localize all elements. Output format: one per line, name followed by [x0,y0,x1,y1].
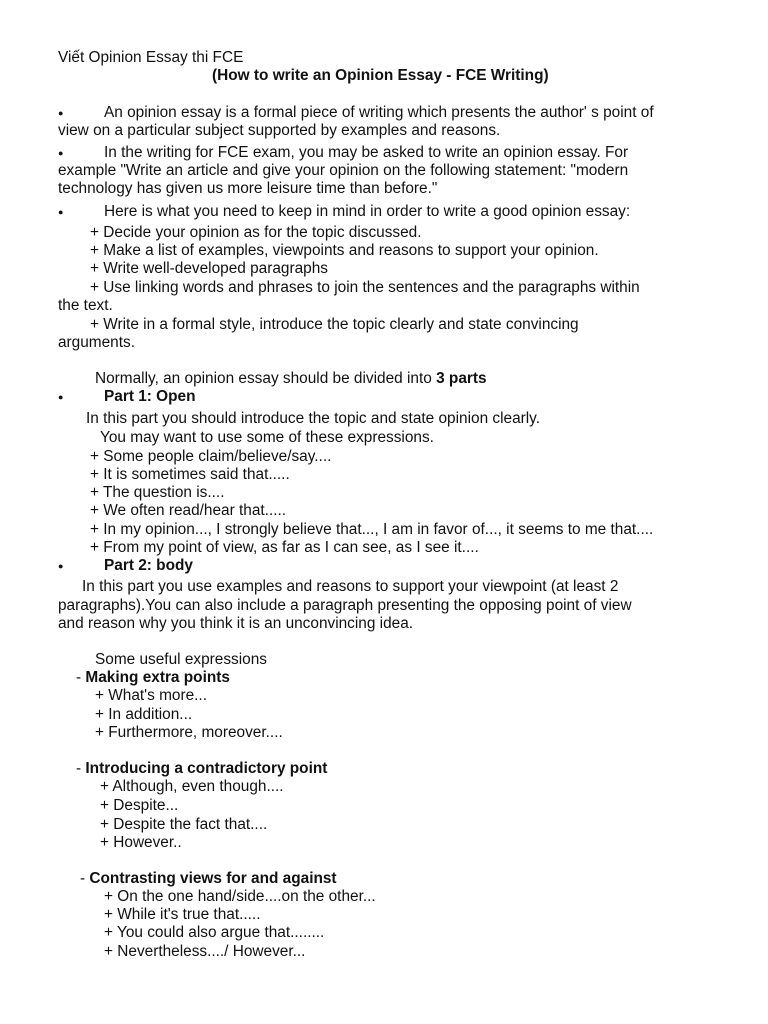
dash: - [76,760,86,777]
expression-item: + Despite the fact that.... [100,816,268,833]
group-heading [80,870,337,888]
tip-item: + Write in a formal style, introduce the topic clearly and state convincing [90,316,579,333]
expression-item: + While it's true that..... [104,906,261,923]
doc-title: Viết Opinion Essay thi FCE [58,49,244,66]
group-heading-text: Making extra points [85,669,230,686]
dash: - [76,669,86,686]
tip-item: + Make a list of examples, viewpoints and reasons to support your opinion. [90,242,599,259]
paragraph-line: In this part you use examples and reasons to support your viewpoint (at least 2 [82,578,619,595]
expression-item: + It is sometimes said that..... [90,466,290,483]
part2-heading: Part 2: body [104,557,193,574]
expression-item: + You could also argue that........ [104,924,325,941]
dash: - [80,870,90,887]
expression-item: + In my opinion..., I strongly believe that..., I am in favor of..., it seems to me that.... [90,521,654,538]
doc-subtitle: (How to write an Opinion Essay - FCE Writing) [212,67,549,84]
useful-expressions-label: Some useful expressions [95,651,267,668]
bullet-icon: ● [58,207,64,217]
expression-item: + In addition... [95,706,193,723]
expression-item: + Despite... [100,797,179,814]
paragraph-line: view on a particular subject supported by examples and reasons. [58,122,501,139]
paragraph-line: paragraphs).You can also include a paragraph presenting the opposing point of view [58,597,632,614]
tip-item: + Use linking words and phrases to join the sentences and the paragraphs within [90,279,640,296]
paragraph-line: and reason why you think it is an unconvincing idea. [58,615,414,632]
bullet-icon: ● [58,392,64,402]
expression-item: + Furthermore, moreover.... [95,724,283,741]
expression-item: + From my point of view, as far as I can see, as I see it.... [90,539,479,556]
group-heading-text: Contrasting views for and against [89,870,337,887]
tip-item: the text. [58,297,113,314]
group-heading-text: Introducing a contradictory point [85,760,328,777]
expression-item: + On the one hand/side....on the other... [104,888,376,905]
part1-text: You may want to use some of these expressions. [100,429,434,446]
bullet-icon: ● [58,561,64,571]
paragraph-line: In the writing for FCE exam, you may be asked to write an opinion essay. For [104,144,629,161]
expression-item: + What's more... [95,687,207,704]
group-heading [76,760,327,778]
paragraph-line: Here is what you need to keep in mind in order to write a good opinion essay: [104,203,631,220]
expression-item: + We often read/hear that..... [90,502,287,519]
parts-intro [95,370,487,388]
expression-item: + However.. [100,834,182,851]
paragraph-line: technology has given us more leisure time than before." [58,180,438,197]
bullet-icon: ● [58,148,64,158]
tip-item: + Write well-developed paragraphs [90,260,328,277]
expression-item: + Some people claim/believe/say.... [90,448,332,465]
tip-item: arguments. [58,334,135,351]
part1-text: In this part you should introduce the topic and state opinion clearly. [86,410,541,427]
parts-intro-text: Normally, an opinion essay should be divided into [95,370,437,387]
expression-item: + Although, even though.... [100,778,284,795]
part1-heading: Part 1: Open [104,388,196,405]
expression-item: + Nevertheless..../ However... [104,943,306,960]
paragraph-line: example "Write an article and give your opinion on the following statement: "modern [58,162,629,179]
expression-item: + The question is.... [90,484,225,501]
paragraph-line: An opinion essay is a formal piece of writing which presents the author' s point of [104,104,654,121]
bullet-icon: ● [58,108,64,118]
group-heading [76,669,230,687]
tip-item: + Decide your opinion as for the topic discussed. [90,224,422,241]
parts-count: 3 parts [436,370,487,387]
